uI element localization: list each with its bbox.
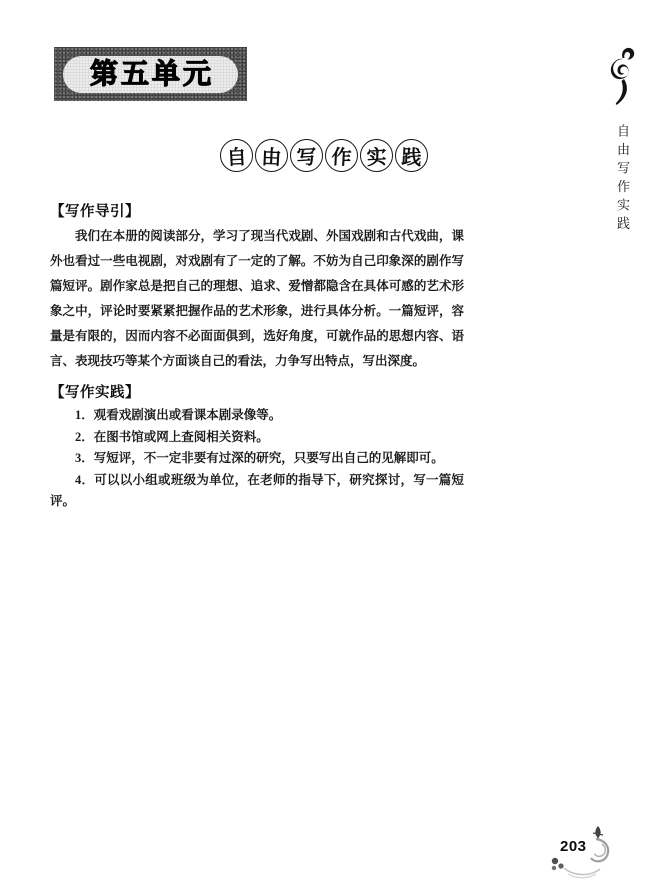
practice-item: 3．写短评，不一定非要有过深的研究，只要写出自己的见解即可。 [75,451,444,465]
practice-item: 1．观看戏剧演出或看课本剧录像等。 [75,408,282,422]
section-title-circles [220,139,428,172]
content-column [50,203,464,513]
practice-item: 2．在图书馆或网上查阅相关资料。 [75,429,269,444]
practice-list [50,405,464,513]
guide-paragraph: 我们在本册的阅读部分，学习了现当代戏剧、外国戏剧和古代戏曲，课外也看过一些电视剧，对戏剧有了一定的了解。不妨为自己印象深的剧作写篇短评。剧作家总是把自己的理想、追求、爱憎都隐含在具体可感的艺术形象之中，评论时要紧紧把握作品的艺术形象，进行具体分析。一篇短评，容量是有限的，因而内容不必面面俱到，选好角度，可就作品的思想内容、语言、表现技巧等某个方面谈自己的看法，力争写出特点，写出深度。 [50,229,464,368]
unit-title: 第五单元 [89,58,214,89]
corner-flourish-icon [609,46,636,113]
practice-heading: 【写作实践】 [50,385,140,401]
footer-flourish-icon [546,824,620,889]
practice-item: 4．可以以小组或班级为单位，在老师的指导下，研究探讨，写一篇短评。 [50,472,464,508]
circled-char: 践 [394,138,429,173]
circled-char: 实 [359,138,394,173]
page-number: 203 [560,838,587,855]
circled-char: 作 [324,138,359,173]
guide-heading: 【写作导引】 [50,204,140,220]
unit-title-banner [54,47,247,101]
circled-char: 写 [289,138,324,173]
vertical-edge-title: 自由写作实践 [615,124,630,235]
circled-char: 由 [254,138,289,173]
circled-char: 自 [219,138,254,173]
unit-title-pill [63,56,238,93]
